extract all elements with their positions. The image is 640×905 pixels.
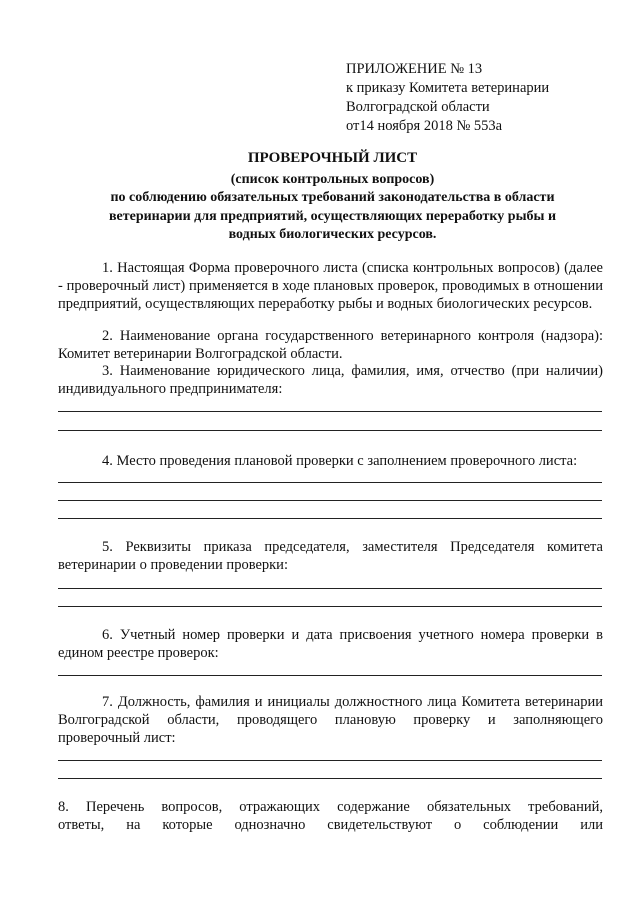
fill-line [58, 500, 602, 501]
fill-line [58, 518, 602, 519]
fill-line [58, 778, 602, 779]
paragraph-4: 4. Место проведения плановой проверки с заполнением проверочного листа: [102, 453, 578, 469]
paragraph-8: 8. Перечень вопросов, отражающих содержание обязательных требований, ответы, на которые однозначно свидетельствуют о соблюдении или [58, 799, 603, 833]
fill-line [58, 482, 602, 483]
document-title [60, 149, 605, 245]
fill-line [58, 588, 602, 589]
appendix-number: ПРИЛОЖЕНИЕ № 13 [346, 61, 483, 77]
paragraph-5: 5. Реквизиты приказа председателя, заместителя Председателя комитета ветеринарии о проведении проверки: [58, 539, 603, 573]
fill-line [58, 411, 602, 412]
paragraph-3: 3. Наименование юридического лица, фамилия, имя, отчество (при наличии) индивидуального предпринимателя: [58, 363, 603, 397]
fill-line [58, 675, 602, 676]
paragraph-7: 7. Должность, фамилия и инициалы должностного лица Комитета ветеринарии Волгоградской области, проводящего плановую проверку и заполняющего проверочный лист: [58, 694, 603, 746]
appendix-date: от14 ноября 2018 № 553а [346, 118, 503, 134]
appendix-header [346, 60, 549, 136]
title-main: ПРОВЕРОЧНЫЙ ЛИСТ [247, 150, 418, 166]
paragraph-6: 6. Учетный номер проверки и дата присвоения учетного номера проверки в едином реестре проверок: [58, 627, 603, 661]
title-subtitle: (список контрольных вопросов) [230, 171, 435, 187]
title-line-4: ветеринарии для предприятий, осуществляющих переработку рыбы и [108, 208, 557, 224]
fill-line [58, 430, 602, 431]
fill-line [58, 760, 602, 761]
fill-line [58, 606, 602, 607]
title-line-3: по соблюдению обязательных требований законодательства в области [110, 190, 555, 205]
paragraph-2: 2. Наименование органа государственного ветеринарного контроля (надзора): Комитет ветеринарии Волгоградской области. [58, 328, 603, 362]
appendix-order-ref: к приказу Комитета ветеринарии [346, 80, 550, 96]
title-line-5: водных биологических ресурсов. [228, 227, 437, 242]
paragraph-1: 1. Настоящая Форма проверочного листа (списка контрольных вопросов) (далее - проверочный лист) применяется в ходе плановых проверок, проводимых в отношении предприятий, осуществляющих переработку рыбы и водных биологических ресурсов. [58, 260, 603, 312]
appendix-region: Волгоградской области [346, 99, 490, 115]
